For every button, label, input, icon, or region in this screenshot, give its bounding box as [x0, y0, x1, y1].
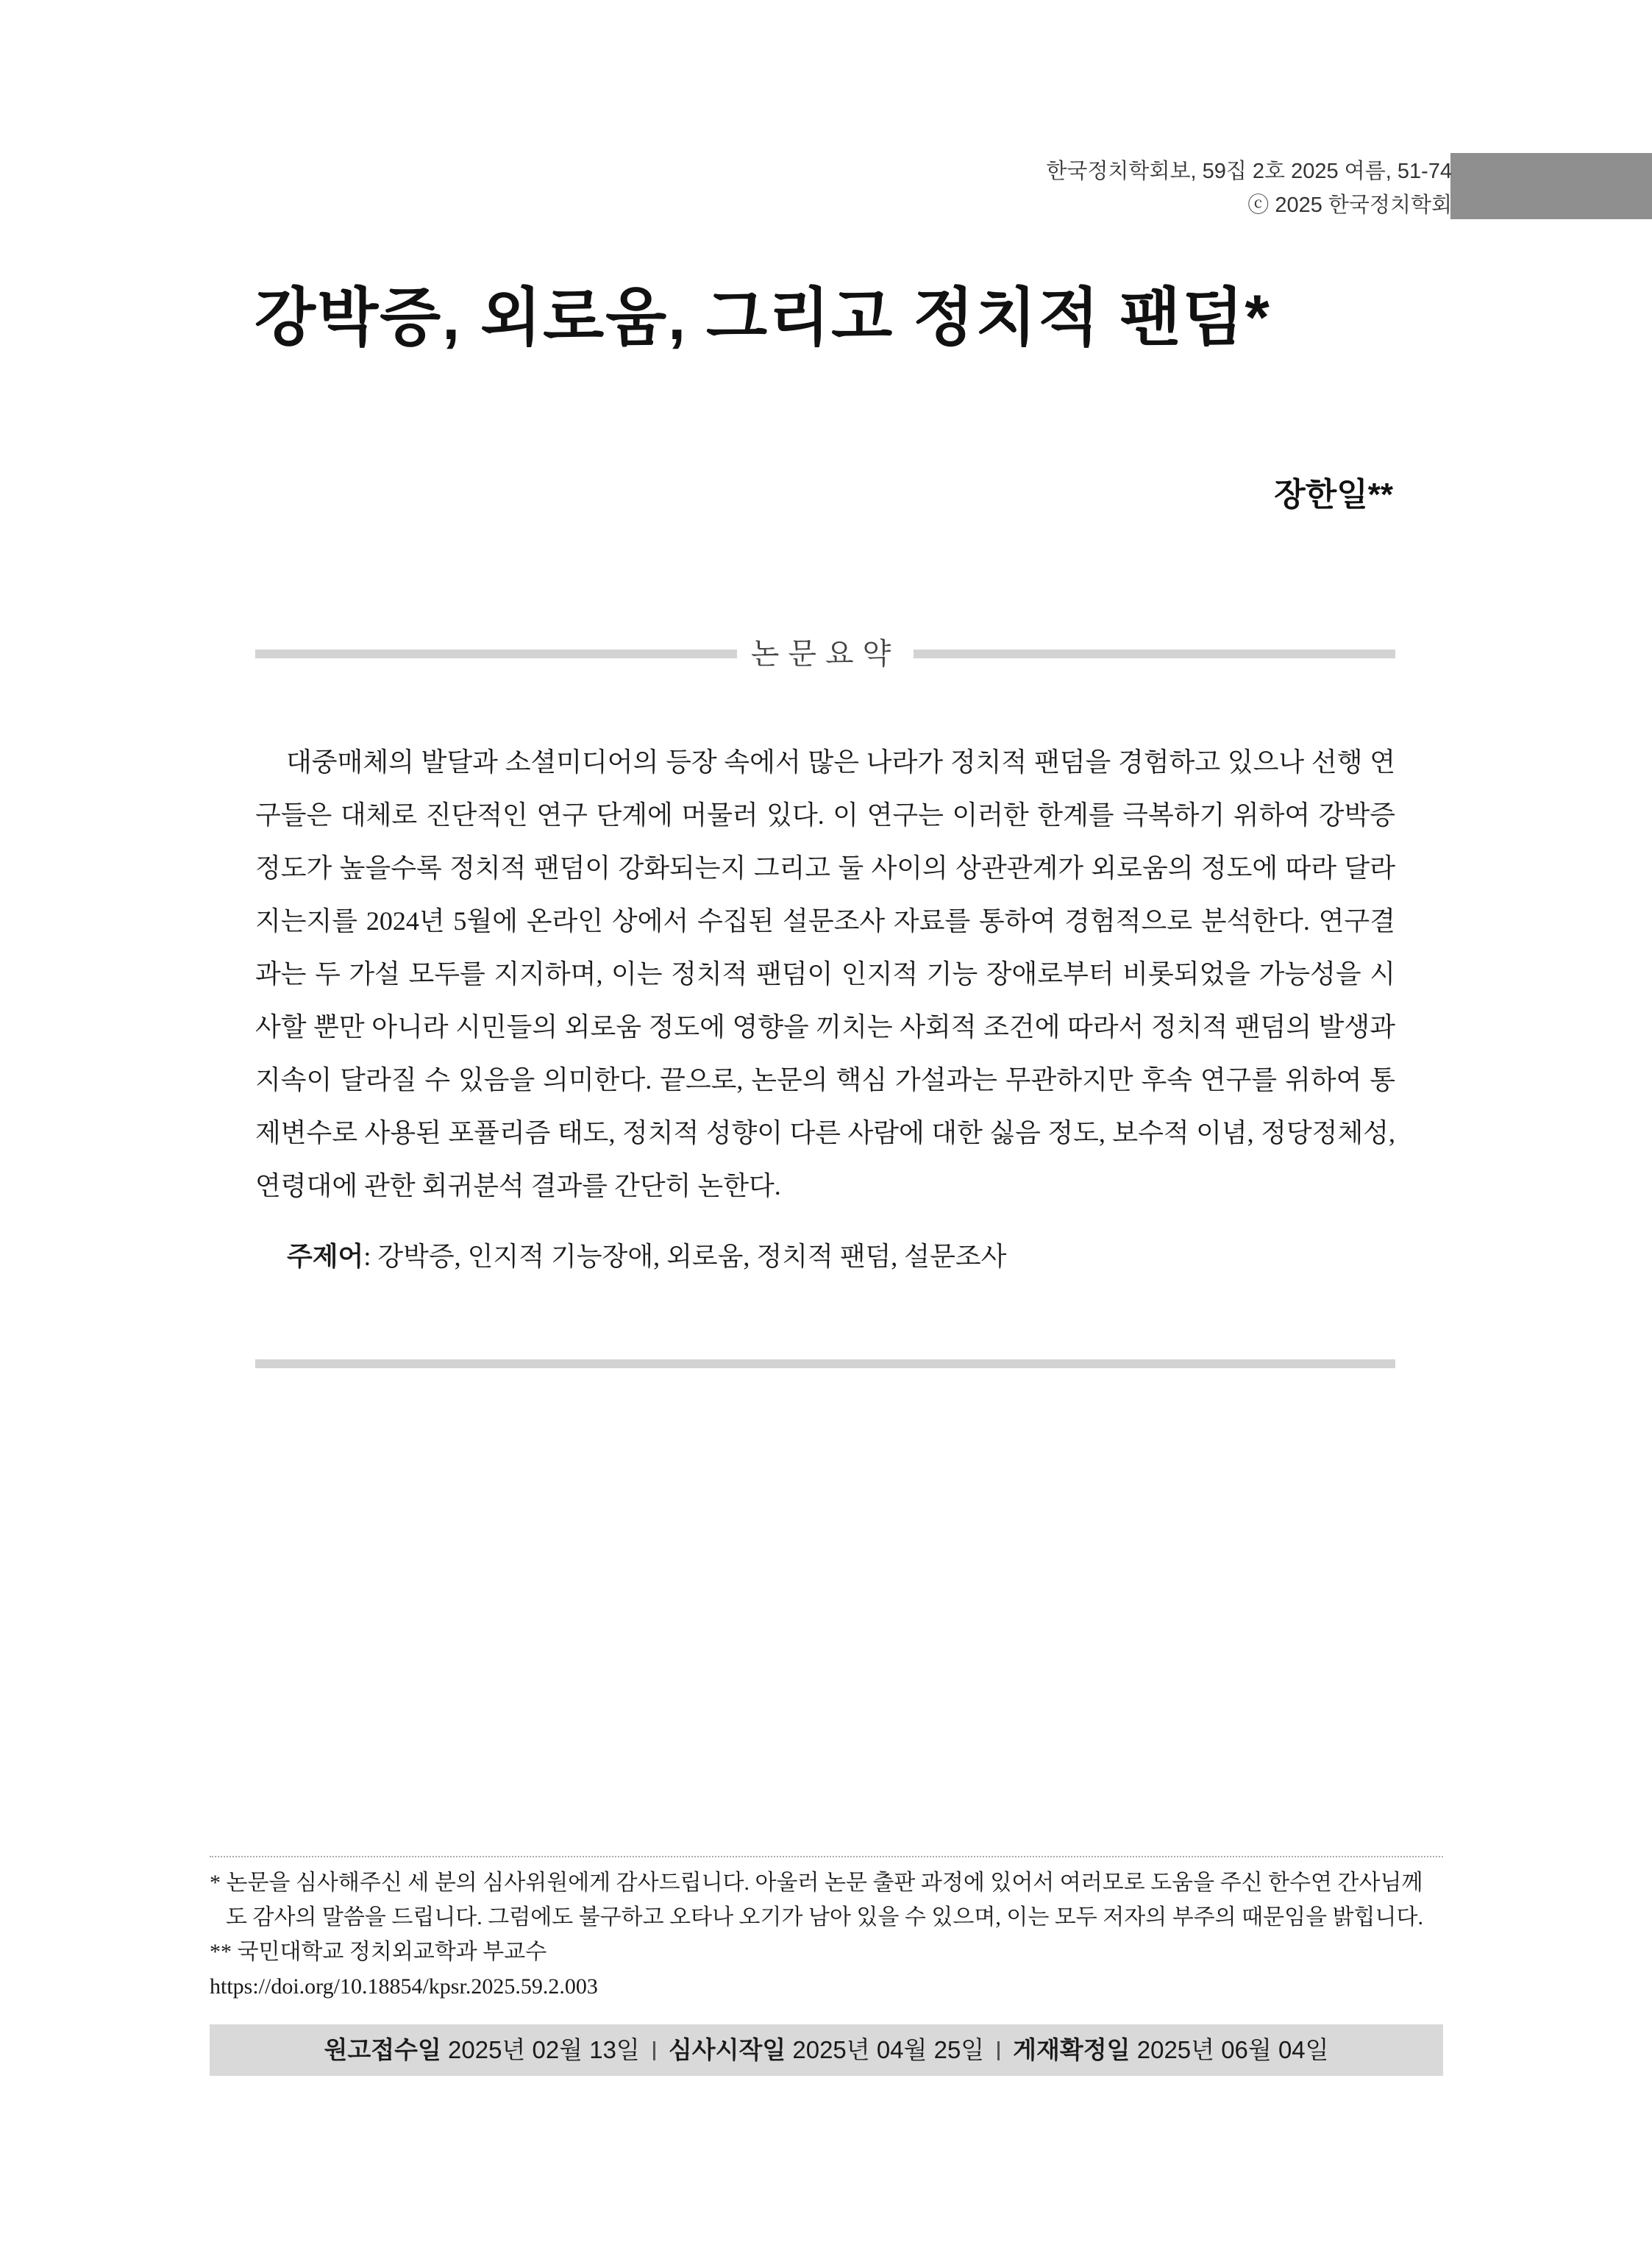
- abstract-heading-bar: [255, 633, 1395, 677]
- footnote-divider: [210, 1856, 1443, 1857]
- keywords: [287, 1230, 1390, 1283]
- accepted-date: 2025년 06월 04일: [1136, 2036, 1329, 2063]
- journal-header: [790, 154, 1452, 222]
- submission-dates-bar: [210, 2024, 1443, 2076]
- accepted-label: 게재확정일: [1013, 2036, 1131, 2063]
- received-label: 원고접수일: [324, 2036, 441, 2063]
- date-separator: [997, 2041, 1000, 2060]
- paper-title: 강박증, 외로움, 그리고 정치적 팬덤*: [254, 282, 1271, 353]
- abstract-text: 대중매체의 발달과 소셜미디어의 등장 속에서 많은 나라가 정치적 팬덤을 경험하고 있으나 선행 연구들은 대체로 진단적인 연구 단계에 머물러 있다. 이 연구는 이러한 한계를 극복하기 위하여 강박증 정도가 높을수록 정치적 팬덤이 강화되는지 그리고 둘 사이의 상관관계가 외로움의 정도에 따라 달라지는지를 2024년 5월에 온라인 상에서 수집된 설문조사 자료를 통하여 경험적으로 분석한다. 연구결과는 두 가설 모두를 지지하며, 이는 정치적 팬덤이 인지적 기능 장애로부터 비롯되었을 가능성을 시사할 뿐만 아니라 시민들의 외로움 정도에 영향을 끼치는 사회적 조건에 따라서 정치적 팬덤의 발생과 지속이 달라질 수 있음을 의미한다. 끝으로, 논문의 핵심 가설과는 무관하지만 후속 연구를 위하여 통제변수로 사용된 포퓰리즘 태도, 정치적 성향이 다른 사람에 대한 싫음 정도, 보수적 이념, 정당정체성, 연령대에 관한 회귀분석 결과를 간단히 논한다.: [255, 747, 1395, 1200]
- page-corner-tab: [1450, 153, 1652, 219]
- footnotes: [210, 1865, 1443, 2004]
- journal-copyright: ⓒ 2025 한국정치학회: [1247, 193, 1452, 217]
- date-separator: [653, 2041, 655, 2060]
- keywords-list: : 강박증, 인지적 기능장애, 외로움, 정치적 팬덤, 설문조사: [363, 1242, 1007, 1271]
- keywords-label: 주제어: [287, 1241, 364, 1271]
- footnote-affiliation: ** 국민대학교 정치외교학과 부교수: [210, 1940, 547, 1964]
- review-date: 2025년 04월 25일: [792, 2036, 985, 2063]
- doi-link[interactable]: https://doi.org/10.18854/kpsr.2025.59.2.003: [210, 1974, 598, 1999]
- journal-citation: 한국정치학회보, 59집 2호 2025 여름, 51-74: [1046, 160, 1452, 183]
- abstract-heading: 논문요약: [750, 638, 900, 670]
- footnote-acknowledgement: * 논문을 심사해주신 세 분의 심사위원에게 감사드립니다. 아울러 논문 출판 과정에 있어서 여러모로 도움을 주신 한수연 간사님께: [210, 1871, 1423, 1895]
- review-label: 심사시작일: [668, 2036, 786, 2063]
- received-date: 2025년 02월 13일: [448, 2036, 640, 2063]
- author-name: 장한일**: [1274, 477, 1393, 513]
- footnote-acknowledgement-cont: 도 감사의 말씀을 드립니다. 그럼에도 불구하고 오타나 오기가 남아 있을 수 있으며, 이는 모두 저자의 부주의 때문임을 밝힙니다.: [226, 1905, 1423, 1929]
- heading-rule-left: [255, 650, 737, 658]
- heading-rule-right: [914, 650, 1395, 658]
- abstract-bottom-rule: [255, 1359, 1395, 1368]
